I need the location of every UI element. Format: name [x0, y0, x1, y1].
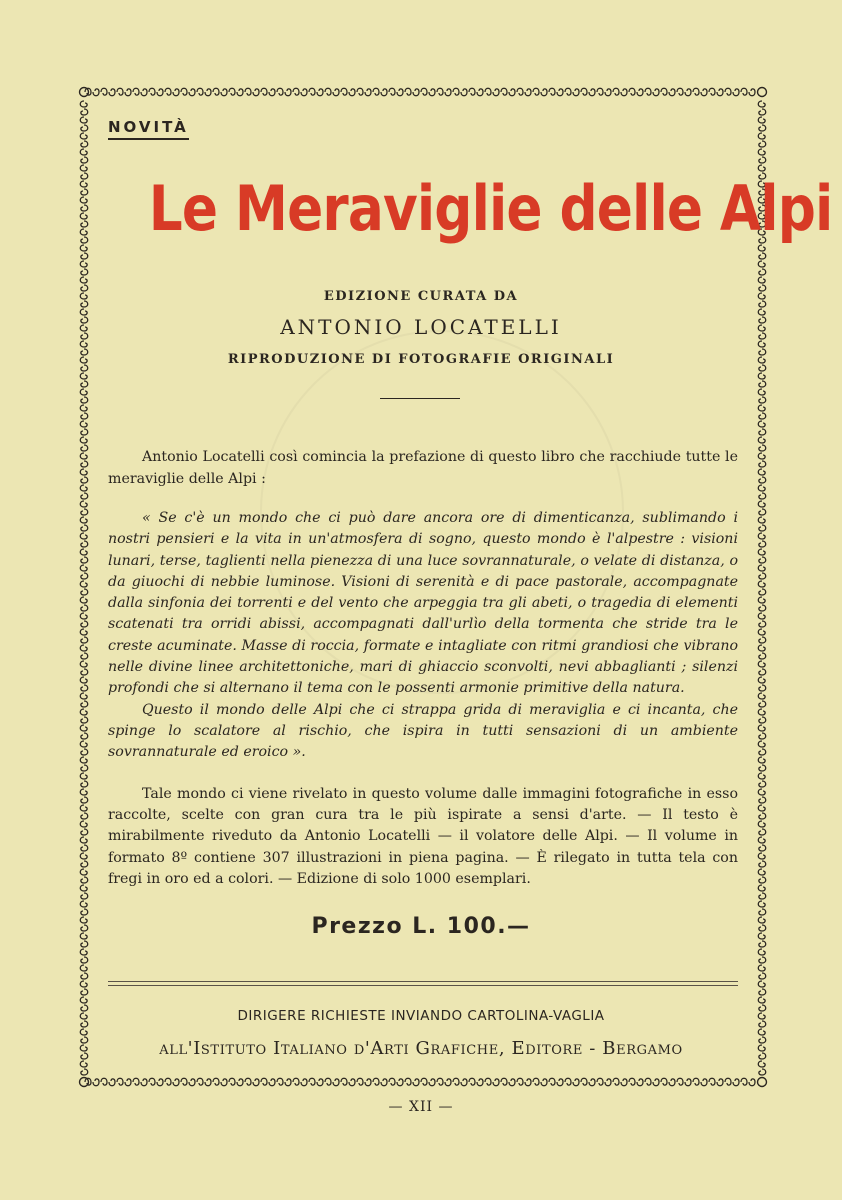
border-scroll-left [80, 965, 88, 979]
border-scroll-bottom [437, 1078, 451, 1086]
border-scroll-bottom [501, 1078, 515, 1086]
border-scroll-top [341, 88, 355, 96]
border-scroll-top [501, 88, 515, 96]
border-scroll-right [758, 981, 766, 995]
border-scroll-top [229, 88, 243, 96]
border-scroll-bottom [421, 1078, 435, 1086]
border-scroll-top [645, 88, 659, 96]
border-scroll-left [80, 197, 88, 211]
border-scroll-left [80, 741, 88, 755]
border-scroll-left [80, 389, 88, 403]
quote-paragraph-1: « Se c'è un mondo che ci può dare ancora ore di dimenticanza, sublimando i nostri pensieri e la vita in un'atmosfera di sogno, questo mondo è l'alpestre : visioni lunari, terse, taglienti nella pienezza di una luce sovrannaturale, o velate di distanza, o da giuochi di nebbie luminose. Visioni di serenità e di pace pastorale, accompagnate dalla sinfonia dei torrenti e del vento che arpeggia tra gli abeti, o tragedia di elementi scatenati tra orridi abissi, accompagnati dall'urlìo della tormenta che stride tra le creste acuminate. Masse di roccia, formate e intagliate con ritmi grandiosi che vibrano nelle divine linee architettoniche, mari di ghiaccio sconvolti, nevi abbaglianti ; silenzi profondi che si alternano il tema con le possenti armonie primitive della natura. [108, 510, 738, 697]
border-corner-rosette [80, 1078, 89, 1087]
border-scroll-right [758, 133, 766, 147]
border-scroll-right [758, 277, 766, 291]
border-scroll-right [758, 341, 766, 355]
border-scroll-left [80, 1045, 88, 1059]
border-scroll-top [709, 88, 723, 96]
border-scroll-top [517, 88, 531, 96]
border-scroll-top [613, 88, 627, 96]
border-scroll-top [213, 88, 227, 96]
border-scroll-left [80, 229, 88, 243]
border-scroll-right [758, 101, 766, 115]
border-scroll-right [758, 373, 766, 387]
border-scroll-right [758, 533, 766, 547]
border-scroll-right [758, 149, 766, 163]
border-scroll-left [80, 165, 88, 179]
border-scroll-left [80, 1061, 88, 1075]
border-scroll-bottom [405, 1078, 419, 1086]
border-scroll-bottom [517, 1078, 531, 1086]
publisher-line: all'Istituto Italiano d'Arti Grafiche, Editore - Bergamo [159, 1038, 683, 1059]
border-scroll-right [758, 613, 766, 627]
border-scroll-left [80, 933, 88, 947]
border-scroll-right [758, 325, 766, 339]
border-scroll-top [277, 88, 291, 96]
border-scroll-bottom [165, 1078, 179, 1086]
border-scroll-right [758, 869, 766, 883]
border-scroll-right [758, 421, 766, 435]
border-scroll-right [758, 629, 766, 643]
border-scroll-left [80, 837, 88, 851]
border-scroll-bottom [149, 1078, 163, 1086]
border-scroll-top [741, 88, 755, 96]
border-scroll-bottom [469, 1078, 483, 1086]
border-scroll-top [597, 88, 611, 96]
border-scroll-top [421, 88, 435, 96]
border-scroll-right [758, 309, 766, 323]
double-divider [108, 981, 738, 986]
border-scroll-left [80, 981, 88, 995]
border-scroll-bottom [453, 1078, 467, 1086]
border-scroll-top [469, 88, 483, 96]
description-paragraph: Tale mondo ci viene rivelato in questo volume dalle immagini fotografiche in esso raccolte, scelte con gran cura tra le più ispirate a sensi d'arte. — Il testo è mirabilmente riveduto da Antonio Locatelli — il volatore delle Alpi. — Il volume in formato 8º contiene 307 illustrazioni in piena pagina. — È rilegato in tutta tela con fregi in oro ed a colori. — Edizione di solo 1000 esemplari. [108, 786, 738, 887]
border-scroll-bottom [357, 1078, 371, 1086]
border-scroll-right [758, 597, 766, 611]
border-scroll-left [80, 373, 88, 387]
border-scroll-bottom [677, 1078, 691, 1086]
border-scroll-top [565, 88, 579, 96]
border-scroll-left [80, 469, 88, 483]
border-scroll-left [80, 773, 88, 787]
border-scroll-bottom [341, 1078, 355, 1086]
border-scroll-bottom [389, 1078, 403, 1086]
border-scroll-bottom [117, 1078, 131, 1086]
border-scroll-left [80, 261, 88, 275]
border-scroll-left [80, 709, 88, 723]
border-scroll-top [149, 88, 163, 96]
border-scroll-right [758, 517, 766, 531]
book-subtitle: RIPRODUZIONE DI FOTOGRAFIE ORIGINALI [227, 352, 615, 367]
border-scroll-right [758, 549, 766, 563]
border-scroll-left [80, 453, 88, 467]
border-scroll-left [80, 869, 88, 883]
border-scroll-top [245, 88, 259, 96]
border-scroll-right [758, 773, 766, 787]
border-scroll-bottom [309, 1078, 323, 1086]
border-scroll-right [758, 245, 766, 259]
border-scroll-left [80, 325, 88, 339]
border-scroll-top [357, 88, 371, 96]
border-scroll-bottom [709, 1078, 723, 1086]
border-scroll-right [758, 901, 766, 915]
section-divider [380, 398, 460, 399]
border-scroll-bottom [661, 1078, 675, 1086]
border-scroll-top [261, 88, 275, 96]
border-scroll-left [80, 341, 88, 355]
border-scroll-top [549, 88, 563, 96]
border-scroll-right [758, 469, 766, 483]
border-scroll-top [629, 88, 643, 96]
border-scroll-left [80, 997, 88, 1011]
border-scroll-top [181, 88, 195, 96]
border-scroll-top [325, 88, 339, 96]
border-scroll-left [80, 517, 88, 531]
border-corner-rosette [80, 88, 89, 97]
border-scroll-left [80, 1029, 88, 1043]
border-scroll-right [758, 949, 766, 963]
border-scroll-right [758, 389, 766, 403]
border-scroll-left [80, 181, 88, 195]
border-scroll-left [80, 853, 88, 867]
editor-name: ANTONIO LOCATELLI [280, 315, 562, 339]
border-scroll-bottom [629, 1078, 643, 1086]
border-scroll-right [758, 997, 766, 1011]
border-corner-rosette [758, 88, 767, 97]
border-scroll-left [80, 805, 88, 819]
price-line: Prezzo L. 100.— [311, 914, 531, 939]
border-scroll-top [309, 88, 323, 96]
border-scroll-bottom [549, 1078, 563, 1086]
border-scroll-left [80, 565, 88, 579]
border-scroll-right [758, 405, 766, 419]
border-scroll-right [758, 917, 766, 931]
border-scroll-right [758, 293, 766, 307]
border-scroll-right [758, 437, 766, 451]
border-scroll-bottom [565, 1078, 579, 1086]
border-scroll-bottom [277, 1078, 291, 1086]
border-scroll-left [80, 149, 88, 163]
border-scroll-bottom [245, 1078, 259, 1086]
border-scroll-left [80, 661, 88, 675]
edition-line: EDIZIONE CURATA DA [323, 289, 519, 304]
border-scroll-left [80, 645, 88, 659]
border-scroll-top [677, 88, 691, 96]
border-scroll-top [693, 88, 707, 96]
border-scroll-left [80, 693, 88, 707]
border-scroll-right [758, 693, 766, 707]
border-scroll-left [80, 949, 88, 963]
border-scroll-left [80, 917, 88, 931]
intro-paragraph: Antonio Locatelli così comincia la prefazione di questo libro che racchiude tutte le meraviglie delle Alpi : [108, 449, 738, 487]
border-scroll-left [80, 501, 88, 515]
border-scroll-bottom [485, 1078, 499, 1086]
border-scroll-right [758, 837, 766, 851]
border-scroll-bottom [581, 1078, 595, 1086]
border-scroll-left [80, 101, 88, 115]
border-scroll-left [80, 549, 88, 563]
border-scroll-bottom [181, 1078, 195, 1086]
border-scroll-right [758, 485, 766, 499]
border-scroll-left [80, 133, 88, 147]
border-scroll-right [758, 645, 766, 659]
border-scroll-bottom [373, 1078, 387, 1086]
border-scroll-left [80, 357, 88, 371]
border-scroll-right [758, 789, 766, 803]
border-scroll-left [80, 757, 88, 771]
border-scroll-left [80, 277, 88, 291]
border-scroll-left [80, 821, 88, 835]
border-scroll-bottom [133, 1078, 147, 1086]
border-scroll-top [165, 88, 179, 96]
border-scroll-top [485, 88, 499, 96]
border-scroll-bottom [293, 1078, 307, 1086]
order-instructions: DIRIGERE RICHIESTE INVIANDO CARTOLINA-VAGLIA [237, 1008, 605, 1024]
border-scroll-bottom [693, 1078, 707, 1086]
border-scroll-left [80, 117, 88, 131]
border-scroll-bottom [725, 1078, 739, 1086]
border-scroll-left [80, 485, 88, 499]
border-scroll-top [101, 88, 115, 96]
border-scroll-left [80, 309, 88, 323]
border-scroll-right [758, 453, 766, 467]
border-scroll-top [373, 88, 387, 96]
border-scroll-right [758, 117, 766, 131]
border-scroll-bottom [197, 1078, 211, 1086]
border-scroll-left [80, 533, 88, 547]
border-scroll-right [758, 805, 766, 819]
border-scroll-top [405, 88, 419, 96]
border-scroll-bottom [213, 1078, 227, 1086]
border-scroll-right [758, 501, 766, 515]
book-title: Le Meraviglie delle Alpi [148, 172, 833, 245]
border-scroll-right [758, 1061, 766, 1075]
border-scroll-top [133, 88, 147, 96]
border-scroll-left [80, 437, 88, 451]
border-scroll-right [758, 757, 766, 771]
border-scroll-top [453, 88, 467, 96]
border-scroll-right [758, 581, 766, 595]
border-scroll-left [80, 597, 88, 611]
border-scroll-bottom [597, 1078, 611, 1086]
quote-paragraph-2: Questo il mondo delle Alpi che ci strappa grida di meraviglia e ci incanta, che spinge lo scalatore al rischio, che ispira in tutti sensazioni di un ambiente sovrannaturale ed eroico ». [108, 701, 738, 761]
border-scroll-bottom [325, 1078, 339, 1086]
border-scroll-right [758, 261, 766, 275]
border-scroll-left [80, 293, 88, 307]
border-scroll-bottom [261, 1078, 275, 1086]
border-scroll-top [533, 88, 547, 96]
border-scroll-top [581, 88, 595, 96]
border-scroll-bottom [741, 1078, 755, 1086]
border-scroll-bottom [101, 1078, 115, 1086]
border-scroll-bottom [613, 1078, 627, 1086]
border-scroll-left [80, 629, 88, 643]
border-scroll-right [758, 741, 766, 755]
border-scroll-left [80, 405, 88, 419]
border-scroll-right [758, 933, 766, 947]
border-scroll-top [661, 88, 675, 96]
border-scroll-left [80, 677, 88, 691]
border-scroll-left [80, 613, 88, 627]
border-scroll-left [80, 245, 88, 259]
border-scroll-top [725, 88, 739, 96]
border-scroll-top [197, 88, 211, 96]
border-corner-rosette [758, 1078, 767, 1087]
border-scroll-top [117, 88, 131, 96]
border-scroll-right [758, 565, 766, 579]
border-scroll-right [758, 965, 766, 979]
border-scroll-right [758, 1013, 766, 1027]
border-scroll-left [80, 213, 88, 227]
border-scroll-right [758, 885, 766, 899]
novita-label: NOVITÀ [108, 118, 189, 140]
border-scroll-left [80, 885, 88, 899]
border-scroll-right [758, 725, 766, 739]
border-scroll-right [758, 661, 766, 675]
border-scroll-right [758, 709, 766, 723]
border-scroll-left [80, 581, 88, 595]
border-scroll-left [80, 789, 88, 803]
border-scroll-left [80, 901, 88, 915]
border-scroll-left [80, 1013, 88, 1027]
border-scroll-left [80, 725, 88, 739]
border-scroll-bottom [645, 1078, 659, 1086]
border-scroll-right [758, 1029, 766, 1043]
border-scroll-top [293, 88, 307, 96]
page-number: — XII — [388, 1099, 454, 1115]
border-scroll-right [758, 821, 766, 835]
border-scroll-bottom [533, 1078, 547, 1086]
border-scroll-right [758, 853, 766, 867]
border-scroll-top [437, 88, 451, 96]
border-scroll-right [758, 1045, 766, 1059]
border-scroll-right [758, 357, 766, 371]
border-scroll-right [758, 677, 766, 691]
border-scroll-left [80, 421, 88, 435]
border-scroll-top [389, 88, 403, 96]
border-scroll-bottom [229, 1078, 243, 1086]
preface-quote [108, 508, 738, 764]
